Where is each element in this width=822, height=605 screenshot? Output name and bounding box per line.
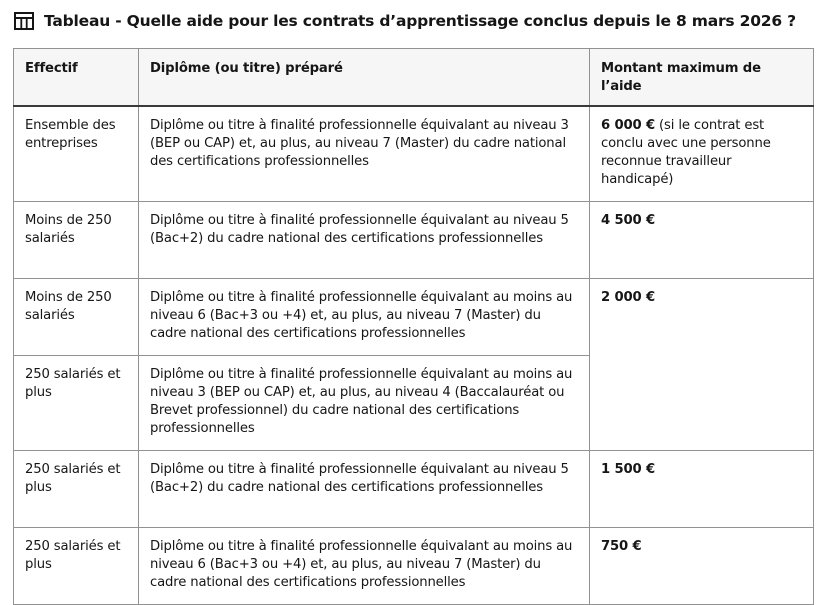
cell-montant bbox=[590, 202, 814, 279]
cell-montant bbox=[590, 528, 814, 605]
aid-table bbox=[13, 48, 814, 605]
header-montant: Montant maximum de l’aide bbox=[590, 49, 814, 107]
cell-effectif: Moins de 250 salariés bbox=[14, 202, 139, 279]
cell-diplome: Diplôme ou titre à finalité professionnelle équivalant au niveau 5 (Bac+2) du cadre national des certifications professionnelles bbox=[139, 451, 590, 528]
header-effectif: Effectif bbox=[14, 49, 139, 107]
cell-diplome: Diplôme ou titre à finalité professionnelle équivalant au moins au niveau 6 (Bac+3 ou +4) et, au plus, au niveau 7 (Master) du cadre national des certifications professionnelles bbox=[139, 279, 590, 356]
cell-diplome: Diplôme ou titre à finalité professionnelle équivalant au niveau 3 (BEP ou CAP) et, au plus, au niveau 7 (Master) du cadre national des certifications professionnelles bbox=[139, 106, 590, 202]
table-row bbox=[14, 106, 814, 202]
cell-effectif: Moins de 250 salariés bbox=[14, 279, 139, 356]
table-row bbox=[14, 451, 814, 528]
amount-note: (si le contrat est conclu avec une personne reconnue travailleur handicapé) bbox=[601, 118, 771, 187]
amount-value: 2 000 € bbox=[601, 290, 656, 305]
table-icon bbox=[14, 12, 34, 30]
table-row bbox=[14, 279, 814, 356]
cell-montant bbox=[590, 451, 814, 528]
amount-value: 750 € bbox=[601, 539, 642, 554]
table-title: Tableau - Quelle aide pour les contrats d’apprentissage conclus depuis le 8 mars 2026 ? bbox=[44, 12, 796, 30]
table-row bbox=[14, 528, 814, 605]
cell-montant bbox=[590, 106, 814, 202]
amount-value: 1 500 € bbox=[601, 462, 656, 477]
table-caption bbox=[14, 8, 796, 34]
cell-diplome: Diplôme ou titre à finalité professionnelle équivalant au niveau 5 (Bac+2) du cadre national des certifications professionnelles bbox=[139, 202, 590, 279]
cell-montant bbox=[590, 279, 814, 451]
header-diplome: Diplôme (ou titre) préparé bbox=[139, 49, 590, 107]
table-header-row bbox=[14, 49, 814, 107]
cell-diplome: Diplôme ou titre à finalité professionnelle équivalant au moins au niveau 6 (Bac+3 ou +4) et, au plus, au niveau 7 (Master) du cadre national des certifications professionnelles bbox=[139, 528, 590, 605]
cell-effectif: Ensemble des entreprises bbox=[14, 106, 139, 202]
amount-value: 6 000 € bbox=[601, 118, 656, 133]
cell-effectif: 250 salariés et plus bbox=[14, 528, 139, 605]
cell-diplome: Diplôme ou titre à finalité professionnelle équivalant au moins au niveau 3 (BEP ou CAP) et, au plus, au niveau 4 (Baccalauréat ou Brevet professionnel) du cadre national des certifications professionnelles bbox=[139, 356, 590, 451]
cell-effectif: 250 salariés et plus bbox=[14, 451, 139, 528]
cell-effectif: 250 salariés et plus bbox=[14, 356, 139, 451]
amount-value: 4 500 € bbox=[601, 213, 656, 228]
table-row bbox=[14, 202, 814, 279]
